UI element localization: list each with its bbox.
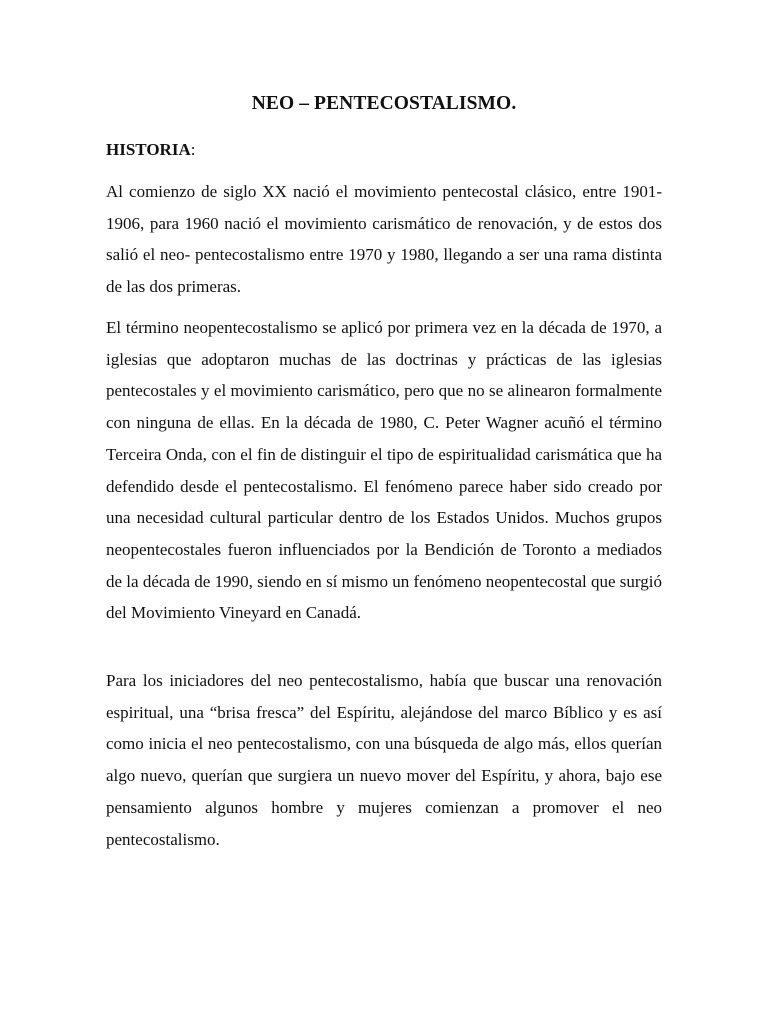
paragraph-1: Al comienzo de siglo XX nació el movimiento pentecostal clásico, entre 1901-1906, para 1960 nació el movimiento carismático de renovación, y de estos dos salió el neo- pentecostalismo entre 1970 y 1980, llegando a ser una rama distinta de las dos primeras. — [106, 182, 662, 297]
document-title: NEO – PENTECOSTALISMO. — [251, 93, 517, 114]
section-heading-label: HISTORIA — [106, 140, 191, 159]
section-heading — [106, 137, 195, 163]
paragraph-3: Para los iniciadores del neo pentecostalismo, había que buscar una renovación espiritual, una “brisa fresca” del Espíritu, alejándose del marco Bíblico y es así como inicia el neo pentecostalismo, con una búsqueda de algo más, ellos querían algo nuevo, querían que surgiera un nuevo mover del Espíritu, y ahora, bajo ese pensamiento algunos hombre y mujeres comienzan a promover el neo pentecostalismo. — [106, 671, 662, 849]
section-heading-colon: : — [190, 140, 196, 159]
paragraph-2: El término neopentecostalismo se aplicó por primera vez en la década de 1970, a iglesias que adoptaron muchas de las doctrinas y prácticas de las iglesias pentecostales y el movimiento carismático, pero que no se alinearon formalmente con ninguna de ellas. En la década de 1980, C. Peter Wagner acuñó el término Terceira Onda, con el fin de distinguir el tipo de espiritualidad carismática que ha defendido desde el pentecostalismo. El fenómeno parece haber sido creado por una necesidad cultural particular dentro de los Estados Unidos. Muchos grupos neopentecostales fueron influenciados por la Bendición de Toronto a mediados de la década de 1990, siendo en sí mismo un fenómeno neopentecostal que surgió del Movimiento Vineyard en Canadá. — [106, 318, 662, 623]
